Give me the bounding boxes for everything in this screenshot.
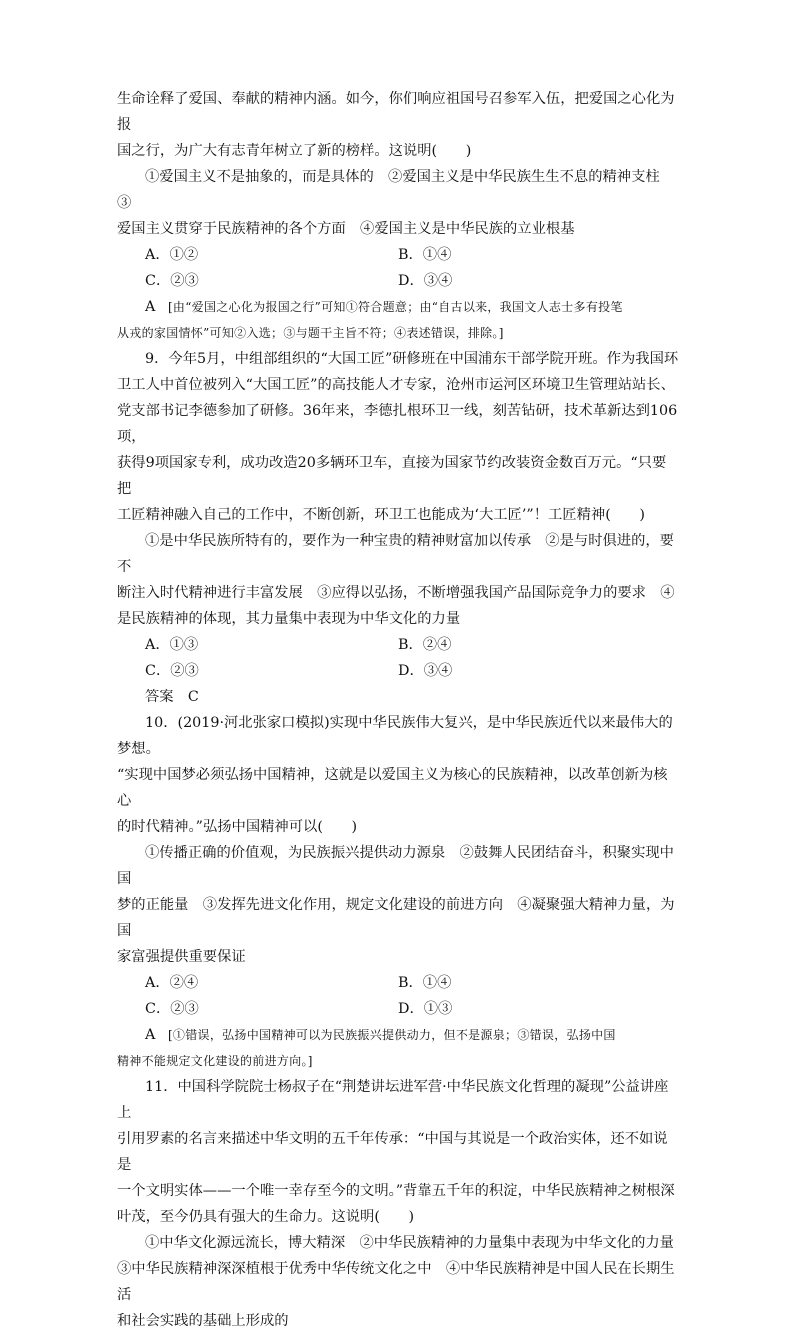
q9-options-row	[117, 632, 680, 658]
q8-answer-explanation-line: 从戎的家国情怀”可知②入选；③与题干主旨不符；④表述错误，排除。]	[117, 326, 504, 340]
q9-stem-line: 工匠精神融入自己的工作中，不断创新，环卫工也能成为‘大工匠’”！工匠精神( )	[117, 507, 645, 523]
q9-statement-line: ①是中华民族所特有的，要作为一种宝贵的精神财富加以传承 ②是与时俱进的，要不	[117, 533, 674, 575]
q10-option-a: A．②④	[145, 975, 199, 991]
q9-stem-line: 党支部书记李德参加了研修。36年来，李德扎根环卫一线，刻苦钻研，技术革新达到106项，	[117, 403, 678, 445]
question-content	[117, 86, 680, 1334]
q10-option-b: B．①④	[398, 975, 452, 991]
q10-option-c: C．②③	[145, 1001, 199, 1017]
q10-statement-line: 梦的正能量 ③发挥先进文化作用，规定文化建设的前进方向 ④凝聚强大精神力量，为国	[117, 897, 675, 939]
q9-option-b: B．②④	[398, 637, 452, 653]
q9-options-row	[117, 658, 680, 684]
q9-option-d: D．③④	[398, 663, 453, 679]
q9-option-a: A．①③	[145, 637, 199, 653]
q10-stem-line: “实现中国梦必须弘扬中国精神，这就是以爱国主义为核心的民族精神，以改革创新为核心	[117, 767, 668, 809]
q11-statement-line: ③中华民族精神深深植根于优秀中华传统文化之中 ④中华民族精神是中国人民在长期生活	[117, 1261, 675, 1303]
q10-answer	[117, 1022, 680, 1048]
q10-statement-line: 家富强提供重要保证	[117, 949, 246, 965]
q8-option-d: D．③④	[398, 273, 453, 289]
q8-answer-letter: A	[145, 299, 156, 315]
q8-answer	[117, 294, 680, 320]
q8-option-c: C．②③	[145, 273, 199, 289]
q11-stem-line: 叶茂，至今仍具有强大的生命力。这说明( )	[117, 1209, 415, 1225]
q8-statement-line: ①爱国主义不是抽象的，而是具体的 ②爱国主义是中华民族生生不息的精神支柱 ③	[117, 169, 674, 211]
q11-statement-line: ①中华文化源远流长，博大精深 ②中华民族精神的力量集中表现为中华文化的力量	[145, 1235, 674, 1251]
q9-statement-line: 是民族精神的体现，其力量集中表现为中华文化的力量	[117, 611, 461, 627]
q10-answer-explanation: [①错误，弘扬中国精神可以为民族振兴提供动力，但不是源泉；③错误，弘扬中国	[167, 1028, 616, 1042]
q8-answer-explanation: [由“爱国之心化为报国之行”可知①符合题意；由“自古以来，我国文人志士多有投笔	[167, 300, 623, 314]
q8-options-row	[117, 268, 680, 294]
q8-options-row	[117, 242, 680, 268]
q9-option-c: C．②③	[145, 663, 199, 679]
q10-stem-line: 的时代精神。”弘扬中国精神可以( )	[117, 819, 358, 835]
q10-answer-explanation-line: 精神不能规定文化建设的前进方向。]	[117, 1054, 313, 1068]
q8-stem-line: 生命诠释了爱国、奉献的精神内涵。如今，你们响应祖国号召参军入伍，把爱国之心化为报	[117, 91, 675, 133]
q10-statement-line: ①传播正确的价值观，为民族振兴提供动力源泉 ②鼓舞人民团结奋斗，积聚实现中国	[117, 845, 674, 887]
q10-answer-letter: A	[145, 1027, 156, 1043]
q11-stem-line: 11．中国科学院院士杨叔子在“荆楚讲坛进军营·中华民族文化哲理的凝现”公益讲座上	[117, 1079, 669, 1121]
q9-stem-line: 获得9项国家专利，成功改造20多辆环卫车，直接为国家节约改装资金数百万元。“只要把	[117, 455, 667, 497]
q9-statement-line: 断注入时代精神进行丰富发展 ③应得以弘扬，不断增强我国产品国际竞争力的要求 ④	[117, 585, 675, 601]
q10-stem-line: 10．(2019·河北张家口模拟)实现中华民族伟大复兴，是中华民族近代以来最伟大的梦想。	[117, 715, 673, 757]
q8-option-b: B．①④	[398, 247, 452, 263]
q11-statement-line: 和社会实践的基础上形成的	[117, 1313, 289, 1329]
q8-statement-line: 爱国主义贯穿于民族精神的各个方面 ④爱国主义是中华民族的立业根基	[117, 221, 575, 237]
q9-stem-line: 9．今年5月，中组部组织的“大国工匠”研修班在中国浦东干部学院开班。作为我国环	[145, 351, 679, 367]
q9-stem-line: 卫工人中首位被列入“大国工匠”的高技能人才专家，沧州市运河区环境卫生管理站站长、	[117, 377, 675, 393]
q11-stem-line: 一个文明实体——一个唯一幸存至今的文明。”背靠五千年的积淀，中华民族精神之树根深	[117, 1183, 675, 1199]
q10-options-row	[117, 970, 680, 996]
q9-answer: 答案 C	[145, 689, 199, 705]
q11-stem-line: 引用罗素的名言来描述中华文明的五千年传承：“中国与其说是一个政治实体，还不如说是	[117, 1131, 668, 1173]
q8-stem-line: 国之行，为广大有志青年树立了新的榜样。这说明( )	[117, 143, 472, 159]
q10-options-row	[117, 996, 680, 1022]
q8-option-a: A．①②	[145, 247, 199, 263]
q10-option-d: D．①③	[398, 1001, 453, 1017]
